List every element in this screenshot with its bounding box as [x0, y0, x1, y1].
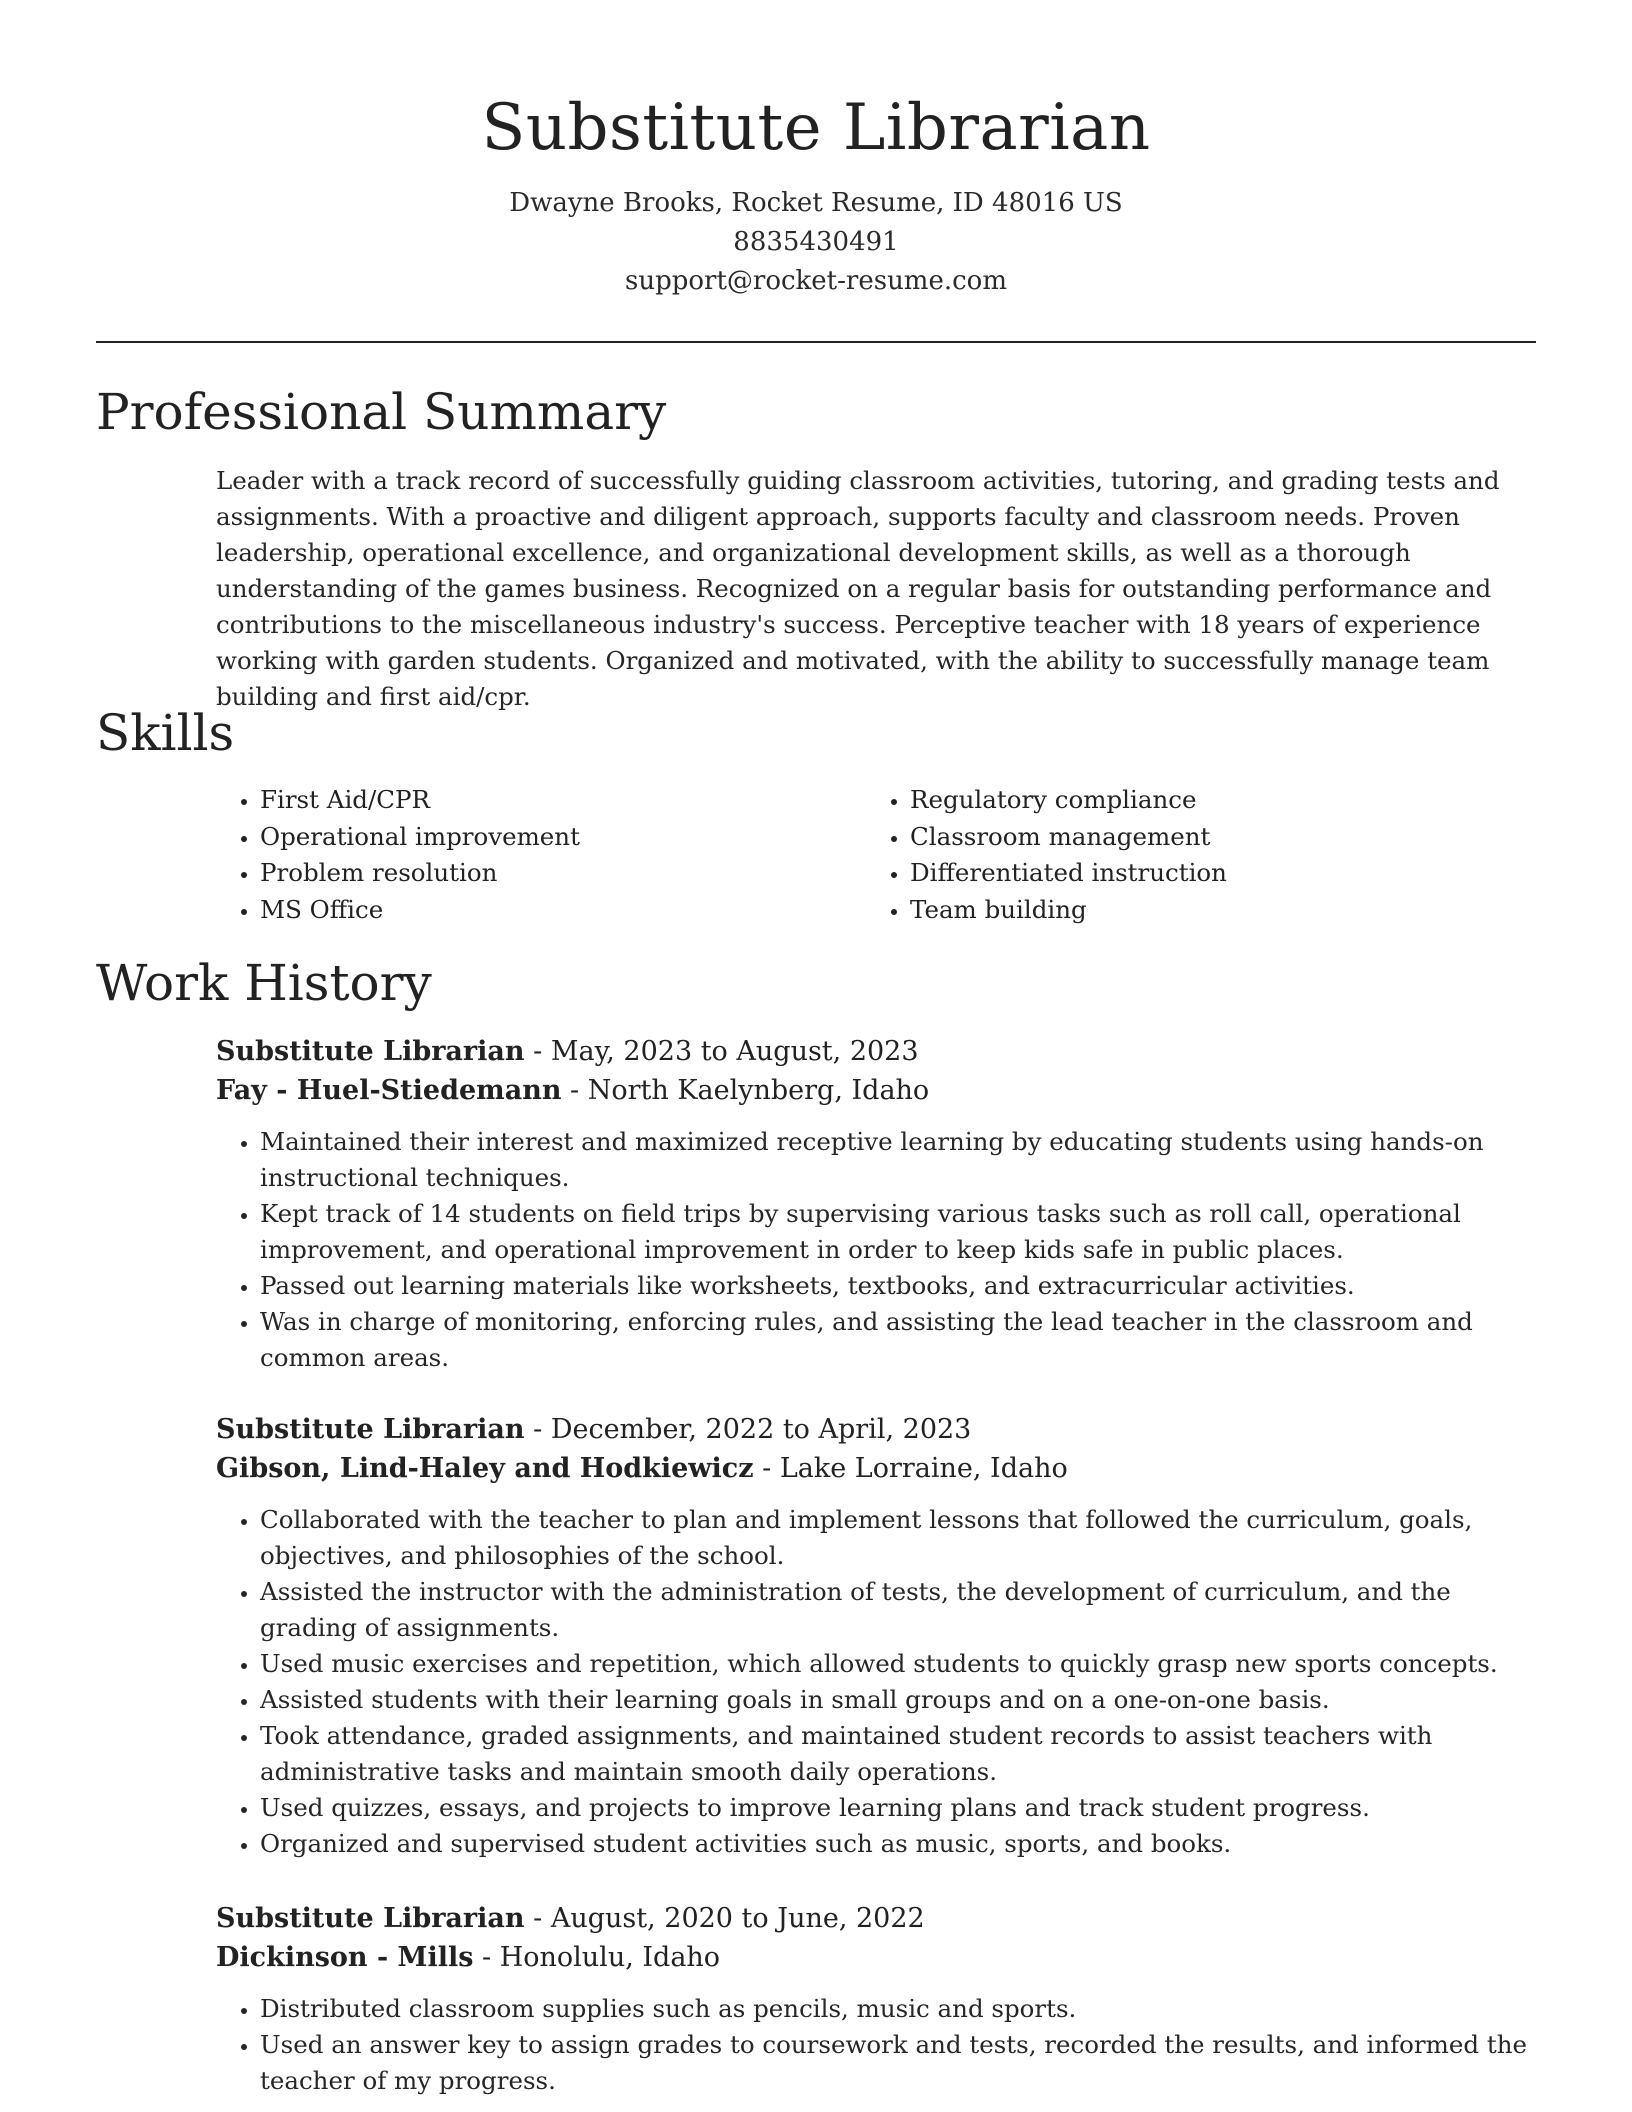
summary-heading: Professional Summary [96, 383, 667, 441]
job-duty: • Distributed classroom supplies such as pencils, music and sports. [260, 1991, 1546, 2027]
job-company: Fay - Huel-Stiedemann [216, 1075, 562, 1106]
header-divider [96, 341, 1536, 343]
job-duties [216, 1502, 1546, 1862]
skill-item: • Team building [910, 892, 1516, 929]
job-company: Gibson, Lind-Haley and Hodkiewicz [216, 1453, 754, 1484]
job-entry [216, 1410, 1546, 1862]
job-company: Dickinson - Mills [216, 1942, 474, 1973]
skills-column-left [216, 782, 866, 928]
skill-item: • Regulatory compliance [910, 782, 1516, 819]
job-title: Substitute Librarian [216, 1903, 525, 1934]
job-location: - Lake Lorraine, Idaho [753, 1453, 1068, 1484]
work-history-heading: Work History [96, 954, 432, 1012]
job-duty: • Organized and supervised student activities such as music, sports, and books. [260, 1826, 1546, 1862]
job-duty: • Maintained their interest and maximized receptive learning by educating students using hands-on instructional techniques. [260, 1124, 1546, 1196]
job-duty: • Assisted the instructor with the administration of tests, the development of curriculum, and the grading of assignments. [260, 1574, 1546, 1646]
contact-address: Dwayne Brooks, Rocket Resume, ID 48016 US [509, 188, 1123, 218]
skills-heading: Skills [96, 704, 235, 762]
job-duty: • Assisted students with their learning goals in small groups and on a one-on-one basis. [260, 1682, 1546, 1718]
job-duty: • Was in charge of monitoring, enforcing rules, and assisting the lead teacher in the classroom and common areas. [260, 1304, 1546, 1376]
job-duty: • Used quizzes, essays, and projects to improve learning plans and track student progress. [260, 1790, 1546, 1826]
skill-item: • Classroom management [910, 819, 1516, 856]
job-duty: • Used music exercises and repetition, which allowed students to quickly grasp new sports concepts. [260, 1646, 1546, 1682]
job-duty: • Took attendance, graded assignments, and maintained student records to assist teachers with administrative tasks and maintain smooth daily operations. [260, 1718, 1546, 1790]
skill-item: • Operational improvement [260, 819, 866, 856]
job-dates: - May, 2023 to August, 2023 [524, 1036, 919, 1067]
job-duty: • Used an answer key to assign grades to coursework and tests, recorded the results, and informed the teacher of my progress. [260, 2027, 1546, 2099]
job-title-line [216, 1410, 1546, 1449]
skills-column-right [866, 782, 1516, 928]
contact-phone: 8835430491 [733, 227, 899, 257]
skill-item: • MS Office [260, 892, 866, 929]
job-dates: - August, 2020 to June, 2022 [524, 1903, 925, 1934]
job-title-line [216, 1032, 1546, 1071]
job-duty: • Passed out learning materials like worksheets, textbooks, and extracurricular activities. [260, 1268, 1546, 1304]
summary-text: Leader with a track record of successfully guiding classroom activities, tutoring, and grading tests and assignments. With a proactive and diligent approach, supports faculty and classroom needs. Proven leadership, operational excellence, and organizational development skills, as well as a thorough understanding of the games business. Recognized on a regular basis for outstanding performance and contributions to the miscellaneous industry's success. Perceptive teacher with 18 years of experience working with garden students. Organized and motivated, with the ability to successfully manage team building and first aid/cpr. [216, 466, 1500, 711]
job-entry [216, 1899, 1546, 2099]
skill-item: • Problem resolution [260, 855, 866, 892]
skills-list [216, 782, 1536, 928]
resume-title: Substitute Librarian [481, 91, 1151, 165]
job-location: - North Kaelynberg, Idaho [561, 1075, 930, 1106]
job-duties [216, 1991, 1546, 2099]
job-title: Substitute Librarian [216, 1414, 525, 1445]
job-duties [216, 1124, 1546, 1376]
job-duty: • Kept track of 14 students on field trips by supervising various tasks such as roll call, operational improvement, and operational improvement in order to keep kids safe in public places. [260, 1196, 1546, 1268]
job-company-line [216, 1071, 1546, 1110]
job-entry [216, 1032, 1546, 1376]
job-title-line [216, 1899, 1546, 1938]
skill-item: • Differentiated instruction [910, 855, 1516, 892]
job-title: Substitute Librarian [216, 1036, 525, 1067]
contact-email: support@rocket-resume.com [624, 266, 1007, 296]
job-duty: • Collaborated with the teacher to plan and implement lessons that followed the curriculum, goals, objectives, and philosophies of the school. [260, 1502, 1546, 1574]
job-location: - Honolulu, Idaho [473, 1942, 721, 1973]
resume-header [96, 84, 1536, 301]
job-company-line [216, 1938, 1546, 1977]
job-company-line [216, 1449, 1546, 1488]
skill-item: • First Aid/CPR [260, 782, 866, 819]
job-dates: - December, 2022 to April, 2023 [524, 1414, 972, 1445]
